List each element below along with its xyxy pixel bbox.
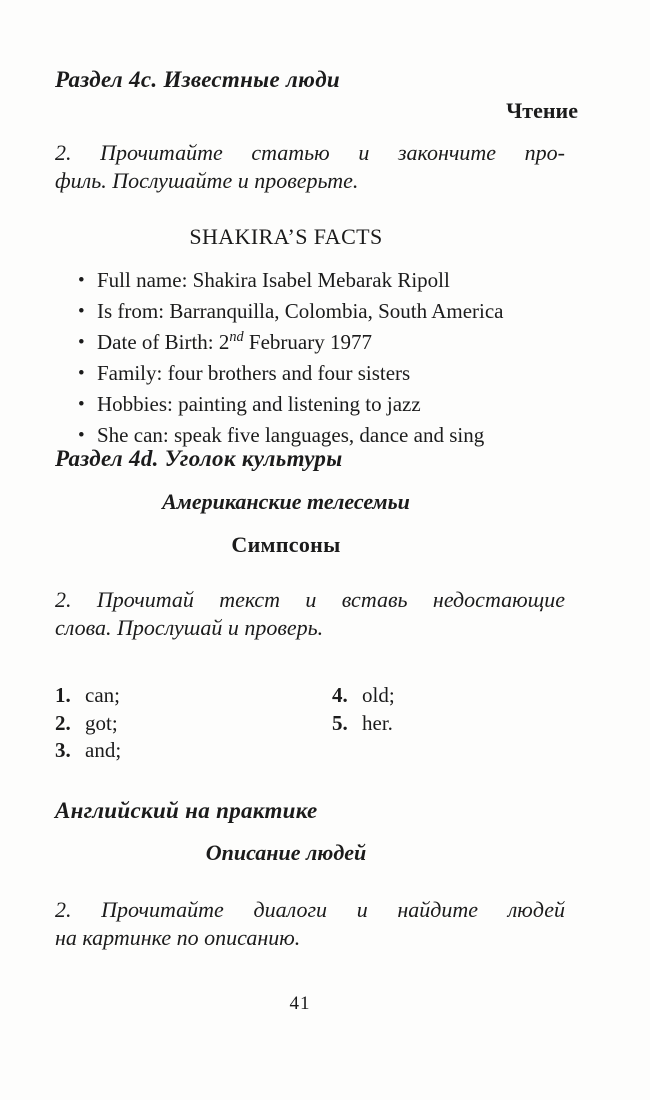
answer-number: 3.	[55, 738, 71, 762]
simpsons-title: Симпсоны	[231, 532, 341, 557]
fact-text: Full name: Shakira Isabel Mebarak Ripoll	[97, 268, 450, 292]
answer-text: can;	[85, 683, 120, 707]
task-4d-line2: слова. Прослушай и проверь.	[55, 615, 324, 640]
task-practice	[55, 896, 565, 952]
task-practice-line2: на картинке по описанию.	[55, 925, 301, 950]
task-practice-line1: 2. Прочитайте диалоги и найдите людей	[55, 897, 565, 922]
fact-text: Is from: Barranquilla, Colombia, South America	[97, 299, 504, 323]
answers-column-2	[332, 682, 395, 737]
page-number: 41	[289, 993, 311, 1014]
answer-text: old;	[362, 683, 395, 707]
answer-text: and;	[85, 738, 122, 762]
fact-text: Family: four brothers and four sisters	[97, 361, 411, 385]
fact-text: Date of Birth: 2nd February 1977	[97, 329, 372, 354]
answers-column-1	[55, 682, 121, 765]
answer-row	[55, 737, 121, 765]
fact-item	[78, 265, 588, 296]
fact-item	[78, 327, 588, 358]
facts-title: SHAKIRA’S FACTS	[189, 224, 383, 249]
bullet-icon: •	[78, 425, 85, 446]
fact-text: She can: speak five languages, dance and sing	[97, 423, 485, 447]
fact-item	[78, 296, 588, 327]
answer-number: 1.	[55, 683, 71, 707]
answer-number: 2.	[55, 710, 71, 735]
section-4d-heading: Раздел 4d. Уголок культуры	[55, 446, 343, 471]
task-4d	[55, 586, 565, 642]
bullet-icon: •	[78, 394, 85, 415]
task-4c-line1: 2. Прочитайте статью и закончите про-	[55, 140, 565, 165]
answer-text: her.	[362, 710, 393, 735]
bullet-icon: •	[78, 363, 85, 384]
practice-subtitle: Описание людей	[205, 840, 367, 865]
bullet-icon: •	[78, 301, 85, 322]
practice-heading: Английский на практике	[55, 798, 318, 823]
answer-text: got;	[85, 710, 118, 735]
bullet-icon: •	[78, 270, 85, 291]
answer-row	[55, 710, 121, 738]
section-4c-heading: Раздел 4c. Известные люди	[55, 67, 340, 92]
answer-row	[332, 682, 395, 710]
bullet-icon: •	[78, 332, 85, 353]
fact-item	[78, 358, 588, 389]
task-4c-line2: филь. Послушайте и проверьте.	[55, 168, 359, 193]
reading-skill-label: Чтение	[506, 98, 578, 123]
section-4d-subtitle: Американские телесемьи	[162, 489, 410, 514]
fact-item	[78, 389, 588, 420]
answer-row	[55, 682, 121, 710]
answer-number: 5.	[332, 710, 348, 735]
facts-list	[78, 265, 588, 451]
task-4c	[55, 139, 565, 195]
ordinal-superscript: nd	[229, 329, 244, 345]
task-4d-line1: 2. Прочитай текст и вставь недостающие	[55, 587, 565, 612]
answer-row	[332, 710, 395, 738]
answer-number: 4.	[332, 683, 348, 707]
fact-text: Hobbies: painting and listening to jazz	[97, 392, 421, 416]
